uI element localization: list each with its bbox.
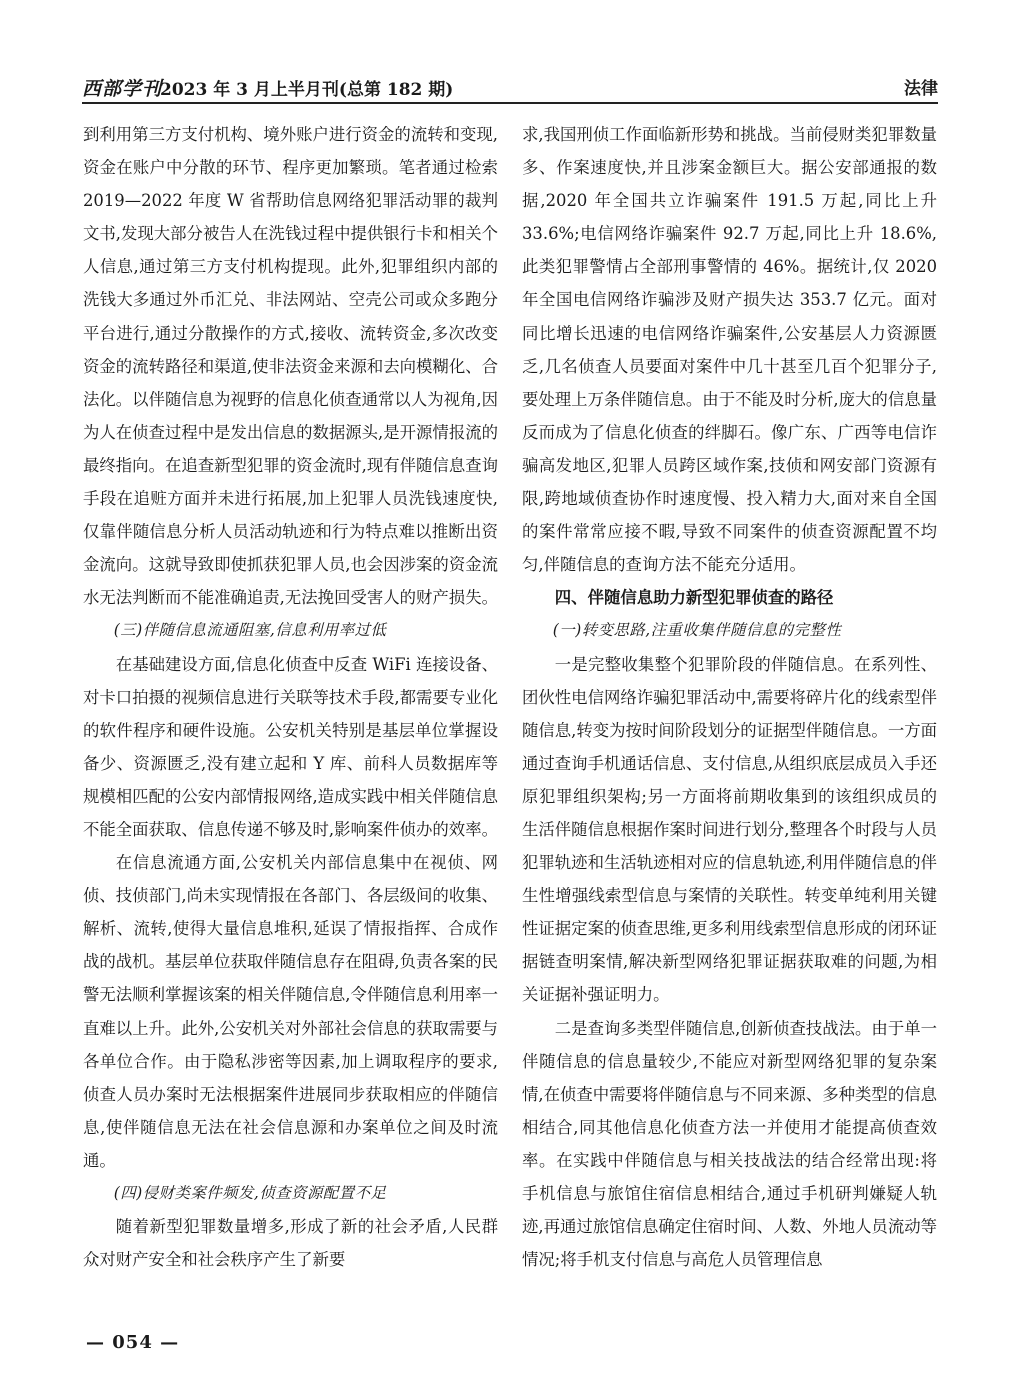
section-name: 法律: [904, 79, 938, 99]
paragraph: 随着新型犯罪数量增多,形成了新的社会矛盾,人民群众对财产安全和社会秩序产生了新要: [83, 1217, 498, 1270]
paragraph: 在基础建设方面,信息化侦查中反查 WiFi 连接设备、对卡口拍摄的视频信息进行关联等技术手段,都需要专业化的软件程序和硬件设施。公安机关特别是基层单位掌握设备少、资源匮乏,没有建立起和 Y 库、前科人员数据库等规模相匹配的公安内部情报网络,造成实践中相关伴随信息不能全面获取、信息传递不够及时,影响案件侦办的效率。: [83, 654, 498, 839]
issue-info: 2023 年 3 月上半月刊(总第 182 期): [160, 80, 454, 100]
section-heading: 四、伴随信息助力新型犯罪侦查的路径: [554, 588, 834, 608]
paragraph: 到利用第三方支付机构、境外账户进行资金的流转和变现,资金在账户中分散的环节、程序更加繁琐。笔者通过检索 2019—2022 年度 W 省帮助信息网络犯罪活动罪的裁判文书,发现大部分被告人在洗钱过程中提供银行卡和相关个人信息,通过第三方支付机构提现。此外,犯罪组织内部的洗钱大多通过外币汇兑、非法网站、空壳公司或众多跑分平台进行,通过分散操作的方式,接收、流转资金,多次改变资金的流转路径和渠道,使非法资金来源和去向模糊化、合法化。以伴随信息为视野的信息化侦查通常以人为视角,因为人在侦查过程中是发出信息的数据源头,是开源情报流的最终指向。在追查新型犯罪的资金流时,现有伴随信息查询手段在追赃方面并未进行拓展,加上犯罪人员洗钱速度快,仅靠伴随信息分析人员活动轨迹和行为特点难以推断出资金流向。这就导致即使抓获犯罪人员,也会因涉案的资金流水无法判断而不能准确追责,无法挽回受害人的财产损失。: [83, 125, 498, 608]
paragraph: 二是查询多类型伴随信息,创新侦查技战法。由于单一伴随信息的信息量较少,不能应对新型网络犯罪的复杂案情,在侦查中需要将伴随信息与不同来源、多种类型的信息相结合,同其他信息化侦查方法一并使用才能提高侦查效率。在实践中伴随信息与相关技战法的结合经常出现:将手机信息与旅馆住宿信息相结合,通过手机研判嫌疑人轨迹,再通过旅馆信息确定住宿时间、人数、外地人员流动等情况;将手机支付信息与高危人员管理信息: [522, 1018, 937, 1270]
page-number: — 054 —: [86, 1332, 180, 1353]
subsection-heading: (三)伴随信息流通阻塞,信息利用率过低: [113, 621, 387, 640]
right-column: [522, 118, 937, 1276]
paragraph: 求,我国刑侦工作面临新形势和挑战。当前侵财类犯罪数量多、作案速度快,并且涉案金额巨大。据公安部通报的数据,2020 年全国共立诈骗案件 191.5 万起,同比上升 33.6%;电信网络诈骗案件 92.7 万起,同比上升 18.6%,此类犯罪警情占全部刑事警情的 46%。据统计,仅 2020 年全国电信网络诈骗涉及财产损失达 353.7 亿元。面对同比增长迅速的电信网络诈骗案件,公安基层人力资源匮乏,几名侦查人员要面对案件中几十甚至几百个犯罪分子,要处理上万条伴随信息。由于不能及时分析,庞大的信息量反而成为了信息化侦查的绊脚石。像广东、广西等电信诈骗高发地区,犯罪人员跨区域作案,技侦和网安部门资源有限,跨地域侦查协作时速度慢、投入精力大,面对来自全国的案件常常应接不暇,导致不同案件的侦查资源配置不均匀,伴随信息的查询方法不能充分适用。: [522, 125, 937, 575]
running-header: [82, 72, 938, 104]
paragraph: 在信息流通方面,公安机关内部信息集中在视侦、网侦、技侦部门,尚未实现情报在各部门、各层级间的收集、解析、流转,使得大量信息堆积,延误了情报指挥、合成作战的战机。基层单位获取伴随信息存在阻碍,负责各案的民警无法顺利掌握该案的相关伴随信息,令伴随信息利用率一直难以上升。此外,公安机关对外部社会信息的获取需要与各单位合作。由于隐私涉密等因素,加上调取程序的要求,侦查人员办案时无法根据案件进展同步获取相应的伴随信息,使伴随信息无法在社会信息源和办案单位之间及时流通。: [83, 853, 498, 1170]
journal-logo: 西部学刊: [82, 78, 163, 100]
subsection-heading: (四)侵财类案件频发,侦查资源配置不足: [113, 1184, 387, 1202]
paragraph: 一是完整收集整个犯罪阶段的伴随信息。在系列性、团伙性电信网络诈骗犯罪活动中,需要将碎片化的线索型伴随信息,转变为按时间阶段划分的证据型伴随信息。一方面通过查询手机通话信息、支付信息,从组织底层成员入手还原犯罪组织架构;另一方面将前期收集到的该组织成员的生活伴随信息根据作案时间进行划分,整理各个时段与人员犯罪轨迹和生活轨迹相对应的信息轨迹,利用伴随信息的伴生性增强线索型信息与案情的关联性。转变单纯利用关键性证据定案的侦查思维,更多利用线索型信息形成的闭环证据链查明案情,解决新型网络犯罪证据获取难的问题,为相关证据补强证明力。: [522, 654, 937, 1005]
left-column: [83, 118, 498, 1276]
subsection-heading: (一)转变思路,注重收集伴随信息的完整性: [552, 621, 842, 640]
